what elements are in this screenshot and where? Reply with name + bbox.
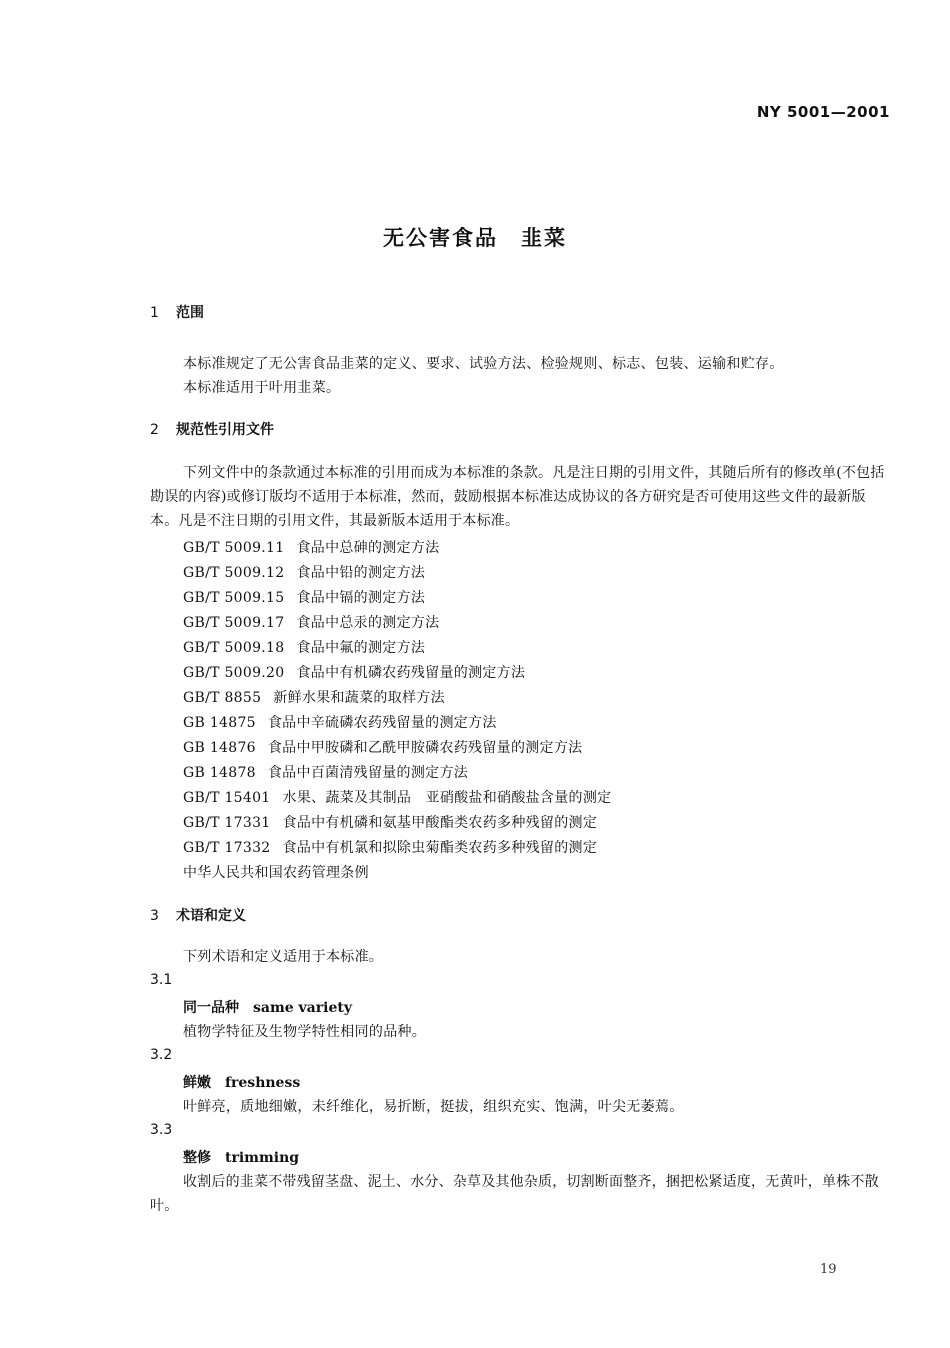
page-number: 19 <box>820 1262 837 1277</box>
reference-code: GB/T 5009.20 <box>183 665 285 681</box>
term-definition: 植物学特征及生物学特性相同的品种。 <box>183 1024 427 1040</box>
reference-title: 食品中氟的测定方法 <box>296 640 426 656</box>
reference-item <box>183 687 445 707</box>
term-chinese: 整修 <box>183 1150 211 1166</box>
reference-code: GB 14876 <box>183 740 256 756</box>
section-number: 2 <box>150 422 159 438</box>
reference-item <box>183 562 425 582</box>
reference-item <box>183 537 439 557</box>
reference-title: 食品中辛硫磷农药残留量的测定方法 <box>267 715 497 731</box>
section-heading-references <box>150 419 274 439</box>
section-title: 术语和定义 <box>176 908 246 924</box>
reference-code: GB/T 5009.17 <box>183 615 285 631</box>
term-heading <box>183 997 352 1017</box>
section-title: 范围 <box>176 305 204 321</box>
section-number: 1 <box>150 305 159 321</box>
reference-code: GB/T 5009.15 <box>183 590 285 606</box>
term-chinese: 鲜嫩 <box>183 1075 211 1091</box>
reference-code: GB/T 5009.18 <box>183 640 285 656</box>
reference-item <box>183 637 425 657</box>
scope-paragraph: 本标准适用于叶用韭菜。 <box>183 380 341 396</box>
regulation-reference: 中华人民共和国农药管理条例 <box>183 865 369 881</box>
reference-title: 食品中总砷的测定方法 <box>296 540 440 556</box>
reference-code: GB/T 15401 <box>183 790 271 806</box>
reference-title: 新鲜水果和蔬菜的取样方法 <box>273 690 445 706</box>
section-title: 规范性引用文件 <box>176 422 274 438</box>
reference-title: 食品中镉的测定方法 <box>296 590 426 606</box>
reference-code: GB 14875 <box>183 715 256 731</box>
document-title: 无公害食品 韭菜 <box>383 226 567 250</box>
clause-number: 3.1 <box>150 972 173 988</box>
reference-title: 食品中铅的测定方法 <box>296 565 426 581</box>
reference-title: 食品中甲胺磷和乙酰甲胺磷农药残留量的测定方法 <box>267 740 583 756</box>
term-definition: 收割后的韭菜不带残留茎盘、泥土、水分、杂草及其他杂质，切割断面整齐，捆把松紧适度，无黄叶，单株不散叶。 <box>150 1174 879 1214</box>
terms-intro: 下列术语和定义适用于本标准。 <box>183 949 384 965</box>
references-intro: 下列文件中的条款通过本标准的引用而成为本标准的条款。凡是注日期的引用文件，其随后所有的修改单(不包括勘误的内容)或修订版均不适用于本标准，然而，鼓励根据本标准达成协议的各方研究是否可使用这些文件的最新版本。凡是不注日期的引用文件，其最新版本适用于本标准。 <box>150 465 885 529</box>
section-heading-scope <box>150 302 204 322</box>
reference-title: 水果、蔬菜及其制品 亚硝酸盐和硝酸盐含量的测定 <box>282 790 612 806</box>
reference-item <box>183 812 597 832</box>
section-number: 3 <box>150 908 159 924</box>
term-english: same variety <box>253 1000 352 1016</box>
term-definition: 叶鲜亮，质地细嫩，未纤维化，易折断，挺拔，组织充实、饱满，叶尖无萎蔫。 <box>183 1099 684 1115</box>
term-english: trimming <box>225 1150 300 1166</box>
reference-item <box>183 612 439 632</box>
section-heading-terms <box>150 905 246 925</box>
reference-code: GB/T 5009.12 <box>183 565 285 581</box>
reference-title: 食品中总汞的测定方法 <box>296 615 440 631</box>
reference-item <box>183 712 497 732</box>
reference-title: 食品中百菌清残留量的测定方法 <box>267 765 469 781</box>
term-chinese: 同一品种 <box>183 1000 239 1016</box>
reference-title: 食品中有机氯和拟除虫菊酯类农药多种残留的测定 <box>282 840 598 856</box>
reference-item <box>183 837 597 857</box>
term-english: freshness <box>225 1075 301 1091</box>
reference-code: GB/T 8855 <box>183 690 262 706</box>
reference-title: 食品中有机磷农药残留量的测定方法 <box>296 665 526 681</box>
reference-item <box>183 762 468 782</box>
reference-item <box>183 737 582 757</box>
term-heading <box>183 1072 300 1092</box>
clause-number: 3.2 <box>150 1047 173 1063</box>
reference-item <box>183 662 525 682</box>
reference-code: GB/T 17332 <box>183 840 271 856</box>
reference-item <box>183 787 611 807</box>
reference-code: GB/T 5009.11 <box>183 540 285 556</box>
reference-title: 食品中有机磷和氨基甲酸酯类农药多种残留的测定 <box>282 815 598 831</box>
reference-code: GB 14878 <box>183 765 256 781</box>
clause-number: 3.3 <box>150 1122 173 1138</box>
reference-item <box>183 587 425 607</box>
term-heading <box>183 1147 299 1167</box>
standard-number: NY 5001—2001 <box>756 103 890 121</box>
reference-code: GB/T 17331 <box>183 815 271 831</box>
scope-paragraph: 本标准规定了无公害食品韭菜的定义、要求、试验方法、检验规则、标志、包装、运输和贮存。 <box>183 356 784 372</box>
